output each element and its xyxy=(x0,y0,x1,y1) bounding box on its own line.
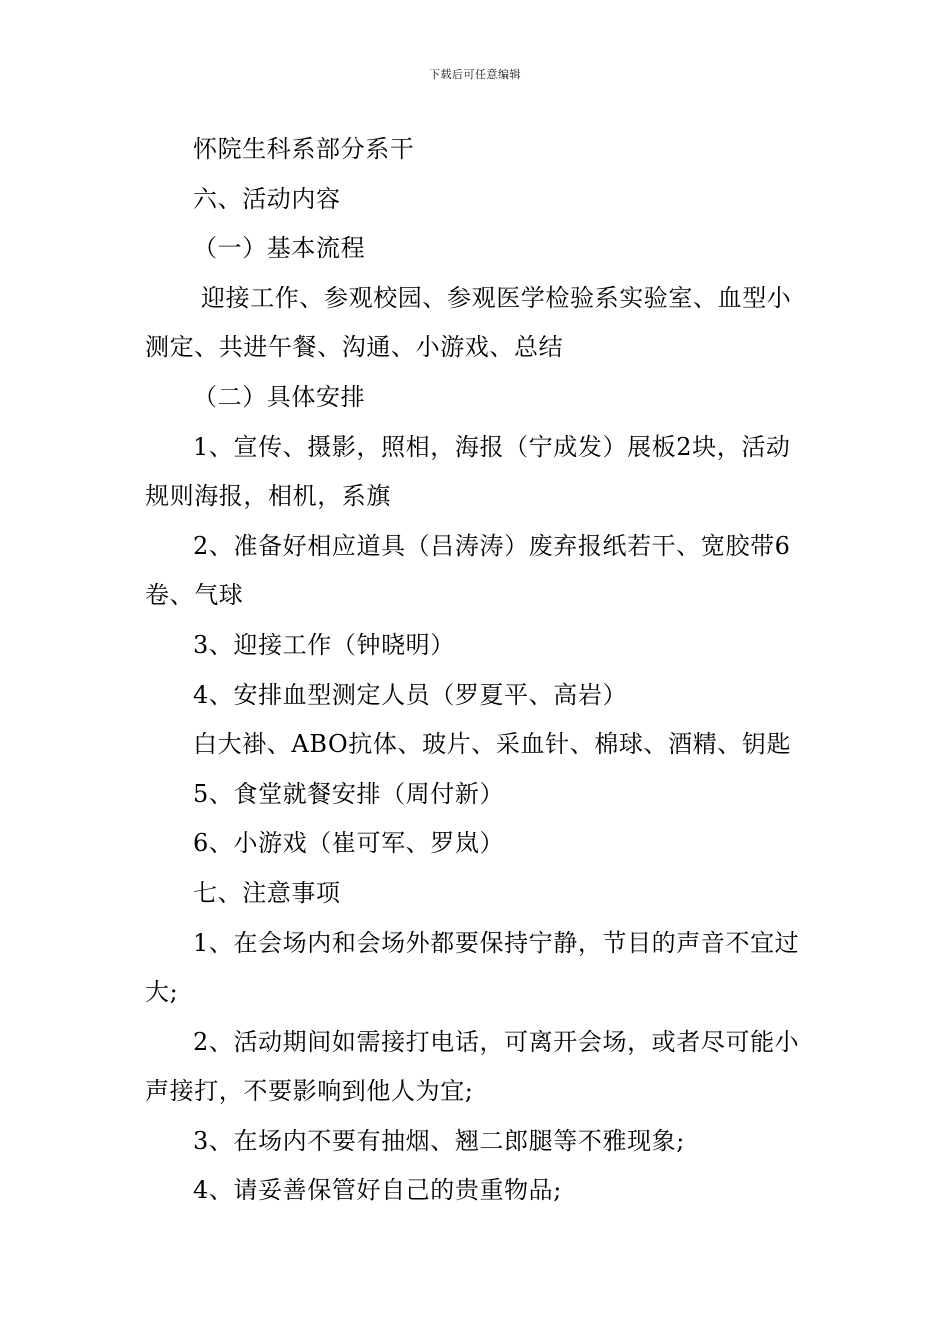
list-item-3: 3、迎接工作（钟晓明） xyxy=(193,630,455,659)
list-item-6: 6、小游戏（崔可军、罗岚） xyxy=(193,829,505,858)
paragraph-basic-process: 迎接工作、参观校园、参观医学检验系实验室、血型小测定、共进午餐、沟通、小游戏、总结 xyxy=(145,283,792,362)
note-item-1: 1、在会场内和会场外都要保持宁静，节目的声音不宜过大; xyxy=(145,928,800,1007)
list-item-2: 2、准备好相应道具（吕涛涛）废弃报纸若干、宽胶带6卷、气球 xyxy=(145,531,791,610)
note-item-4: 4、请妥善保管好自己的贵重物品; xyxy=(193,1176,562,1205)
note-item-2: 2、活动期间如需接打电话，可离开会场，或者尽可能小声接打，不要影响到他人为宜; xyxy=(145,1027,800,1106)
list-item-4: 4、安排血型测定人员（罗夏平、高岩） xyxy=(193,680,628,709)
paragraph-participants: 怀院生科系部分系干 xyxy=(193,135,415,163)
list-item-4-supplies: 白大褂、ABO抗体、玻片、采血针、棉球、酒精、钥匙 xyxy=(193,730,792,759)
heading-activity-content: 六、活动内容 xyxy=(193,184,341,213)
list-item-5: 5、食堂就餐安排（周付新） xyxy=(193,779,505,808)
subheading-specific-arrangement: （二）具体安排 xyxy=(193,382,366,411)
heading-notes: 七、注意事项 xyxy=(193,878,341,907)
page-header: 下载后可任意编辑 xyxy=(429,68,521,81)
list-item-1: 1、宣传、摄影，照相，海报（宁成发）展板2块，活动规则海报，相机，系旗 xyxy=(145,432,791,511)
subheading-basic-process: （一）基本流程 xyxy=(193,234,366,263)
note-item-3: 3、在场内不要有抽烟、翘二郎腿等不雅现象; xyxy=(193,1126,685,1155)
document-body xyxy=(145,125,815,1216)
